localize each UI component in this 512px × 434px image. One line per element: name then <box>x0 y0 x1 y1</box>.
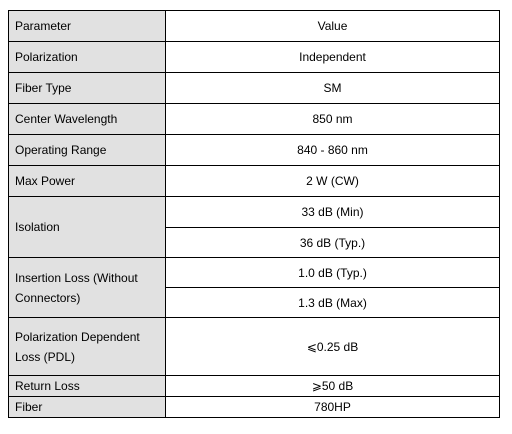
param-cell: Polarization <box>9 42 166 73</box>
param-cell: Fiber <box>9 397 166 418</box>
value-cell: 1.3 dB (Max) <box>166 288 500 318</box>
table-row-max-power <box>9 166 500 197</box>
table-row-insertion-loss <box>9 258 500 288</box>
value-cell: ⩾50 dB <box>166 376 500 397</box>
table-row-fiber-type <box>9 73 500 104</box>
header-parameter-cell: Parameter <box>9 11 166 42</box>
value-cell: SM <box>166 73 500 104</box>
specifications-table <box>8 10 500 418</box>
param-cell: Operating Range <box>9 135 166 166</box>
param-cell: Polarization Dependent Loss (PDL) <box>9 318 166 376</box>
value-cell: 36 dB (Typ.) <box>166 228 500 258</box>
header-value-cell: Value <box>166 11 500 42</box>
table-row-polarization <box>9 42 500 73</box>
value-cell: 33 dB (Min) <box>166 197 500 228</box>
value-cell: ⩽0.25 dB <box>166 318 500 376</box>
table-row-fiber <box>9 397 500 418</box>
table-row-center-wavelength <box>9 104 500 135</box>
value-cell: 1.0 dB (Typ.) <box>166 258 500 288</box>
table-row-pdl <box>9 318 500 376</box>
param-cell: Isolation <box>9 197 166 258</box>
value-cell: Independent <box>166 42 500 73</box>
param-cell: Max Power <box>9 166 166 197</box>
table-row-return-loss <box>9 376 500 397</box>
value-cell: 2 W (CW) <box>166 166 500 197</box>
table-header-row <box>9 11 500 42</box>
table-row-isolation <box>9 197 500 228</box>
table-row-operating-range <box>9 135 500 166</box>
param-cell: Fiber Type <box>9 73 166 104</box>
param-cell: Center Wavelength <box>9 104 166 135</box>
value-cell: 850 nm <box>166 104 500 135</box>
value-cell: 780HP <box>166 397 500 418</box>
param-cell: Insertion Loss (Without Connectors) <box>9 258 166 318</box>
param-cell: Return Loss <box>9 376 166 397</box>
value-cell: 840 - 860 nm <box>166 135 500 166</box>
